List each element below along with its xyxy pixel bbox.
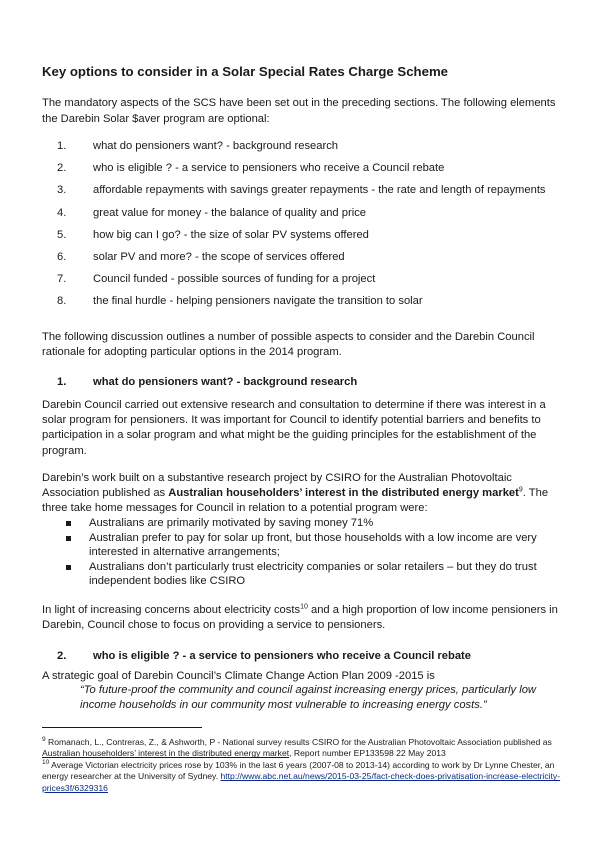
section-1-paragraph-3: In light of increasing concerns about electricity costs$^{10}$ and a high proportion of low income pensioners in Darebin, Council chose to focus on providing a service to pensioners. (42, 603, 558, 632)
list-item: Australians don’t particularly trust electricity companies or solar retailers – but they do trust independent bodies like CSIRO (42, 560, 562, 589)
section-2-heading: 2. who is eligible ? - a service to pensioners who receive a Council rebate (57, 650, 472, 662)
bullet-square-icon (66, 531, 75, 560)
discussion-paragraph: The following discussion outlines a number of possible aspects to consider and the Darebin Council rationale for adopting particular options in the 2014 program. (42, 331, 535, 359)
list-item: 4. great value for money - the balance of quality and price (57, 206, 367, 219)
section-1-paragraph-1: Darebin Council carried out extensive research and consultation to determine if there was interest in a solar program for pensioners. It was important for Council to identify potential barriers and benefits to participation in a solar program and what might be the guiding principles for the establishment of the program. (42, 399, 546, 457)
section-1-paragraph-2: Darebin’s work built on a substantive research project by CSIRO for the Australian Photovoltaic Association published as Australian householders’ interest in the distributed energy market$^9$. The three take home messages for Council in relation to a potential program were: (42, 472, 549, 515)
bullet-square-icon (66, 516, 75, 531)
list-item: 7. Council funded - possible sources of funding for a project (57, 273, 376, 286)
intro-paragraph: The mandatory aspects of the SCS have been set out in the preceding sections. The following elements the Darebin Solar $aver program are optional: (42, 97, 556, 125)
footnote-ref-10[interactable]: 10 (300, 603, 308, 611)
bullet-square-icon (66, 560, 75, 589)
list-item: 2. who is eligible ? - a service to pensioners who receive a Council rebate (57, 162, 445, 175)
section-2-paragraph: A strategic goal of Darebin Council’s Climate Change Action Plan 2009 -2015 is (42, 670, 435, 682)
page-title: Key options to consider in a Solar Special Rates Charge Scheme (42, 64, 449, 79)
list-item: 3. affordable repayments with savings greater repayments - the rate and length of repayments (57, 184, 546, 197)
list-item: Australians are primarily motivated by saving money 71% (42, 516, 562, 531)
list-item: Australian prefer to pay for solar up front, but those households with a low income are very interested in alternative arrangements; (42, 531, 562, 560)
footnote-ref-9[interactable]: 9 (518, 486, 523, 494)
list-item: 8. the final hurdle - helping pensioners navigate the transition to solar (57, 295, 423, 308)
section-1-heading: 1. what do pensioners want? - background research (57, 376, 358, 388)
list-item: 1. what do pensioners want? - background research (57, 140, 339, 152)
strategic-goal-quote: “To future-proof the community and council against increasing energy prices, particularly low income households in our community most vulnerable to increasing energy costs.” (80, 684, 537, 712)
list-item: 5. how big can I go? - the size of solar PV systems offered (57, 228, 369, 241)
abc-news-link[interactable]: http://www.abc.net.au/news/2015-03-25/fact-check-does-privatisation-increase-electricity-prices3f/6329316 (42, 771, 561, 793)
footnote-divider (42, 727, 202, 728)
footnote-9: $^9$ Romanach, L., Contreras, Z., & Ashworth, P - National survey results CSIRO for the Australian Photovoltaic Association published as Australian householders’ interest in the distributed energy market, Report number EP133598 22 May 2013 (42, 736, 552, 759)
bullet-list (42, 516, 562, 589)
list-item: 6. solar PV and more? - the scope of services offered (57, 250, 345, 263)
footnote-10: $^{10}$ Average Victorian electricity prices rose by 103% in the last 6 years (2007-08 to 2013-14) according to work by Dr Lynne Chester, an energy researcher at the University of Sydney. http://www.abc.net.au/news/2015-03-25/fact-check-does-privatisation-increase-electricity-prices3f/6329316 (42, 759, 561, 793)
options-list (42, 140, 546, 318)
